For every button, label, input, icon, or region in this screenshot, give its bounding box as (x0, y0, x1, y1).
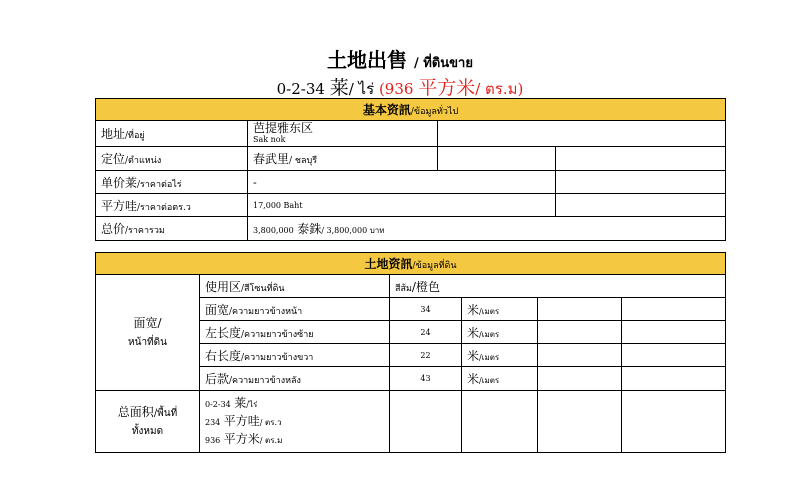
total-price-value (248, 217, 726, 241)
left-unit-th: /เมตร (479, 329, 500, 339)
rear-unit-th: /เมตร (479, 376, 500, 385)
location-empty-1 (438, 147, 556, 171)
address-label (96, 121, 248, 147)
total-area-label (96, 391, 200, 453)
right-unit-th: /เมตร (479, 352, 500, 362)
total-price-value-a: 3,800,000 (253, 226, 294, 235)
dimension-empty-1 (538, 367, 622, 391)
total-area-line1-value: 0-2-34 (205, 399, 231, 409)
total-area-empty-4 (622, 391, 726, 453)
title-main: 土地出售 (327, 48, 408, 72)
zone-value-cn: /橙色 (411, 279, 440, 294)
total-area-label-th: /พื้นที่ (153, 407, 178, 419)
unit-price-empty (556, 171, 726, 194)
dimension-unit (462, 321, 538, 344)
land-info-header-label: 土地资訊 (364, 257, 413, 271)
total-area-label-cn: 总面积 (117, 404, 154, 419)
front-unit-th: /เมตร (479, 306, 500, 316)
unit-price-label-th: /ราคาต่อไร่ (137, 179, 182, 190)
subtitle-sqm-unit: 平方米 (418, 77, 476, 99)
unit-price-label-cn: 单价莱 (101, 175, 138, 190)
subtitle-unit: 莱 (329, 77, 349, 99)
zone-value-th: สีส้ม (395, 283, 412, 294)
location-value (248, 147, 438, 171)
front-label-cn: 面宽 (205, 302, 230, 317)
right-unit-cn: 米 (467, 348, 480, 363)
dimension-empty-1 (538, 298, 622, 321)
title-sub: / ที่ดินขาย (413, 56, 473, 71)
dimension-empty-2 (622, 367, 726, 391)
basic-info-header-label-th: /ข้อมูลทั่วไป (410, 107, 459, 117)
dimension-value: 22 (390, 344, 462, 367)
land-info-table (95, 252, 726, 453)
unit-price-value: - (248, 171, 556, 194)
sqwah-price-label (96, 194, 248, 217)
total-price-value-b: / 3,800,000 บาท (321, 226, 385, 235)
dimension-empty-2 (622, 321, 726, 344)
land-info-header-label-th: /ข้อมูลที่ดิน (412, 261, 457, 271)
zone-label-cn: 使用区 (205, 279, 242, 294)
total-area-empty-2 (462, 391, 538, 453)
total-area-line1-unit: 莱 (234, 395, 247, 410)
location-value-cn: 春武里 (253, 152, 290, 166)
zone-value (390, 275, 726, 298)
location-value-th: / ชลบุรี (289, 156, 318, 166)
sqwah-price-label-th: /ราคาต่อตร.ว (137, 202, 191, 213)
dimension-empty-2 (622, 344, 726, 367)
page-title (0, 44, 800, 73)
total-area-label-th2: ทั้งหมด (131, 425, 164, 437)
address-label-cn: 地址 (101, 127, 126, 141)
dimension-empty-1 (538, 321, 622, 344)
total-price-value-unit: 泰銖 (297, 222, 322, 236)
total-area-line3-unit: 平方米 (223, 431, 260, 446)
total-area-line2-value: 234 (205, 417, 221, 427)
basic-info-table (95, 98, 726, 241)
rear-label-cn: 后款 (205, 372, 230, 386)
total-price-label-cn: 总价 (101, 222, 126, 236)
dimension-value: 34 (390, 298, 462, 321)
location-label-th: /ตำแหน่ง (125, 156, 162, 166)
total-price-label-th: /ราคารวม (125, 226, 165, 236)
dimension-label (200, 298, 390, 321)
address-value (248, 121, 438, 147)
rear-label-th: /ความยาวข้างหลัง (229, 376, 301, 386)
total-area-line3-unit-th: / ตร.ม (259, 435, 283, 445)
address-value-cn: 芭提雅东区 (253, 121, 314, 135)
dimension-label (200, 344, 390, 367)
location-label (96, 147, 248, 171)
subtitle-sqm-value: (936 (378, 80, 414, 98)
face-label-cn: 面宽/ (133, 315, 162, 330)
left-unit-cn: 米 (467, 325, 480, 340)
face-label-th: หน้าที่ดิน (128, 336, 167, 348)
dimension-empty-1 (538, 344, 622, 367)
dimension-unit (462, 367, 538, 391)
dimension-label (200, 321, 390, 344)
land-info-header (96, 253, 726, 275)
subtitle-sqm-unit-th: / ตร.ม) (475, 80, 524, 98)
subtitle-unit-th: / ไร่ (348, 80, 375, 98)
total-area-line3-value: 936 (205, 435, 221, 445)
dimension-label (200, 367, 390, 391)
dimension-empty-2 (622, 298, 726, 321)
dimension-unit (462, 298, 538, 321)
front-label-th: /ความยาวข้างหน้า (229, 306, 303, 317)
address-label-th: /ที่อยู่ (125, 131, 145, 141)
total-area-line2-unit: 平方哇 (223, 413, 260, 428)
zone-label (200, 275, 390, 298)
dimension-value: 24 (390, 321, 462, 344)
subtitle-area: 0-2-34 (276, 80, 325, 98)
left-label-cn: 左长度 (205, 325, 242, 340)
total-area-empty-1 (390, 391, 462, 453)
total-area-value (200, 391, 390, 453)
page-subtitle (0, 73, 800, 101)
front-unit-cn: 米 (467, 302, 480, 317)
sqwah-price-label-cn: 平方哇 (101, 198, 138, 213)
basic-info-header (96, 99, 726, 121)
zone-label-th: /สีโซนที่ดิน (241, 283, 285, 294)
total-area-line1-unit-th: /ไร่ (246, 399, 258, 409)
address-empty (438, 121, 726, 147)
rear-unit-cn: 米 (467, 372, 480, 386)
face-label (96, 275, 200, 391)
right-label-cn: 右长度 (205, 348, 242, 363)
address-value-th: Sak nok (253, 135, 286, 144)
location-label-cn: 定位 (101, 152, 126, 166)
sqwah-price-empty (556, 194, 726, 217)
total-area-line2-unit-th: / ตร.ว (259, 417, 282, 427)
total-area-empty-3 (538, 391, 622, 453)
dimension-value: 43 (390, 367, 462, 391)
right-label-th: /ความยาวข้างขวา (241, 352, 314, 363)
location-empty-2 (556, 147, 726, 171)
left-label-th: /ความยาวข้างซ้าย (241, 329, 314, 340)
dimension-unit (462, 344, 538, 367)
unit-price-label (96, 171, 248, 194)
basic-info-header-label: 基本资訊 (362, 103, 411, 117)
sqwah-price-value: 17,000 Baht (248, 194, 556, 217)
total-price-label (96, 217, 248, 241)
